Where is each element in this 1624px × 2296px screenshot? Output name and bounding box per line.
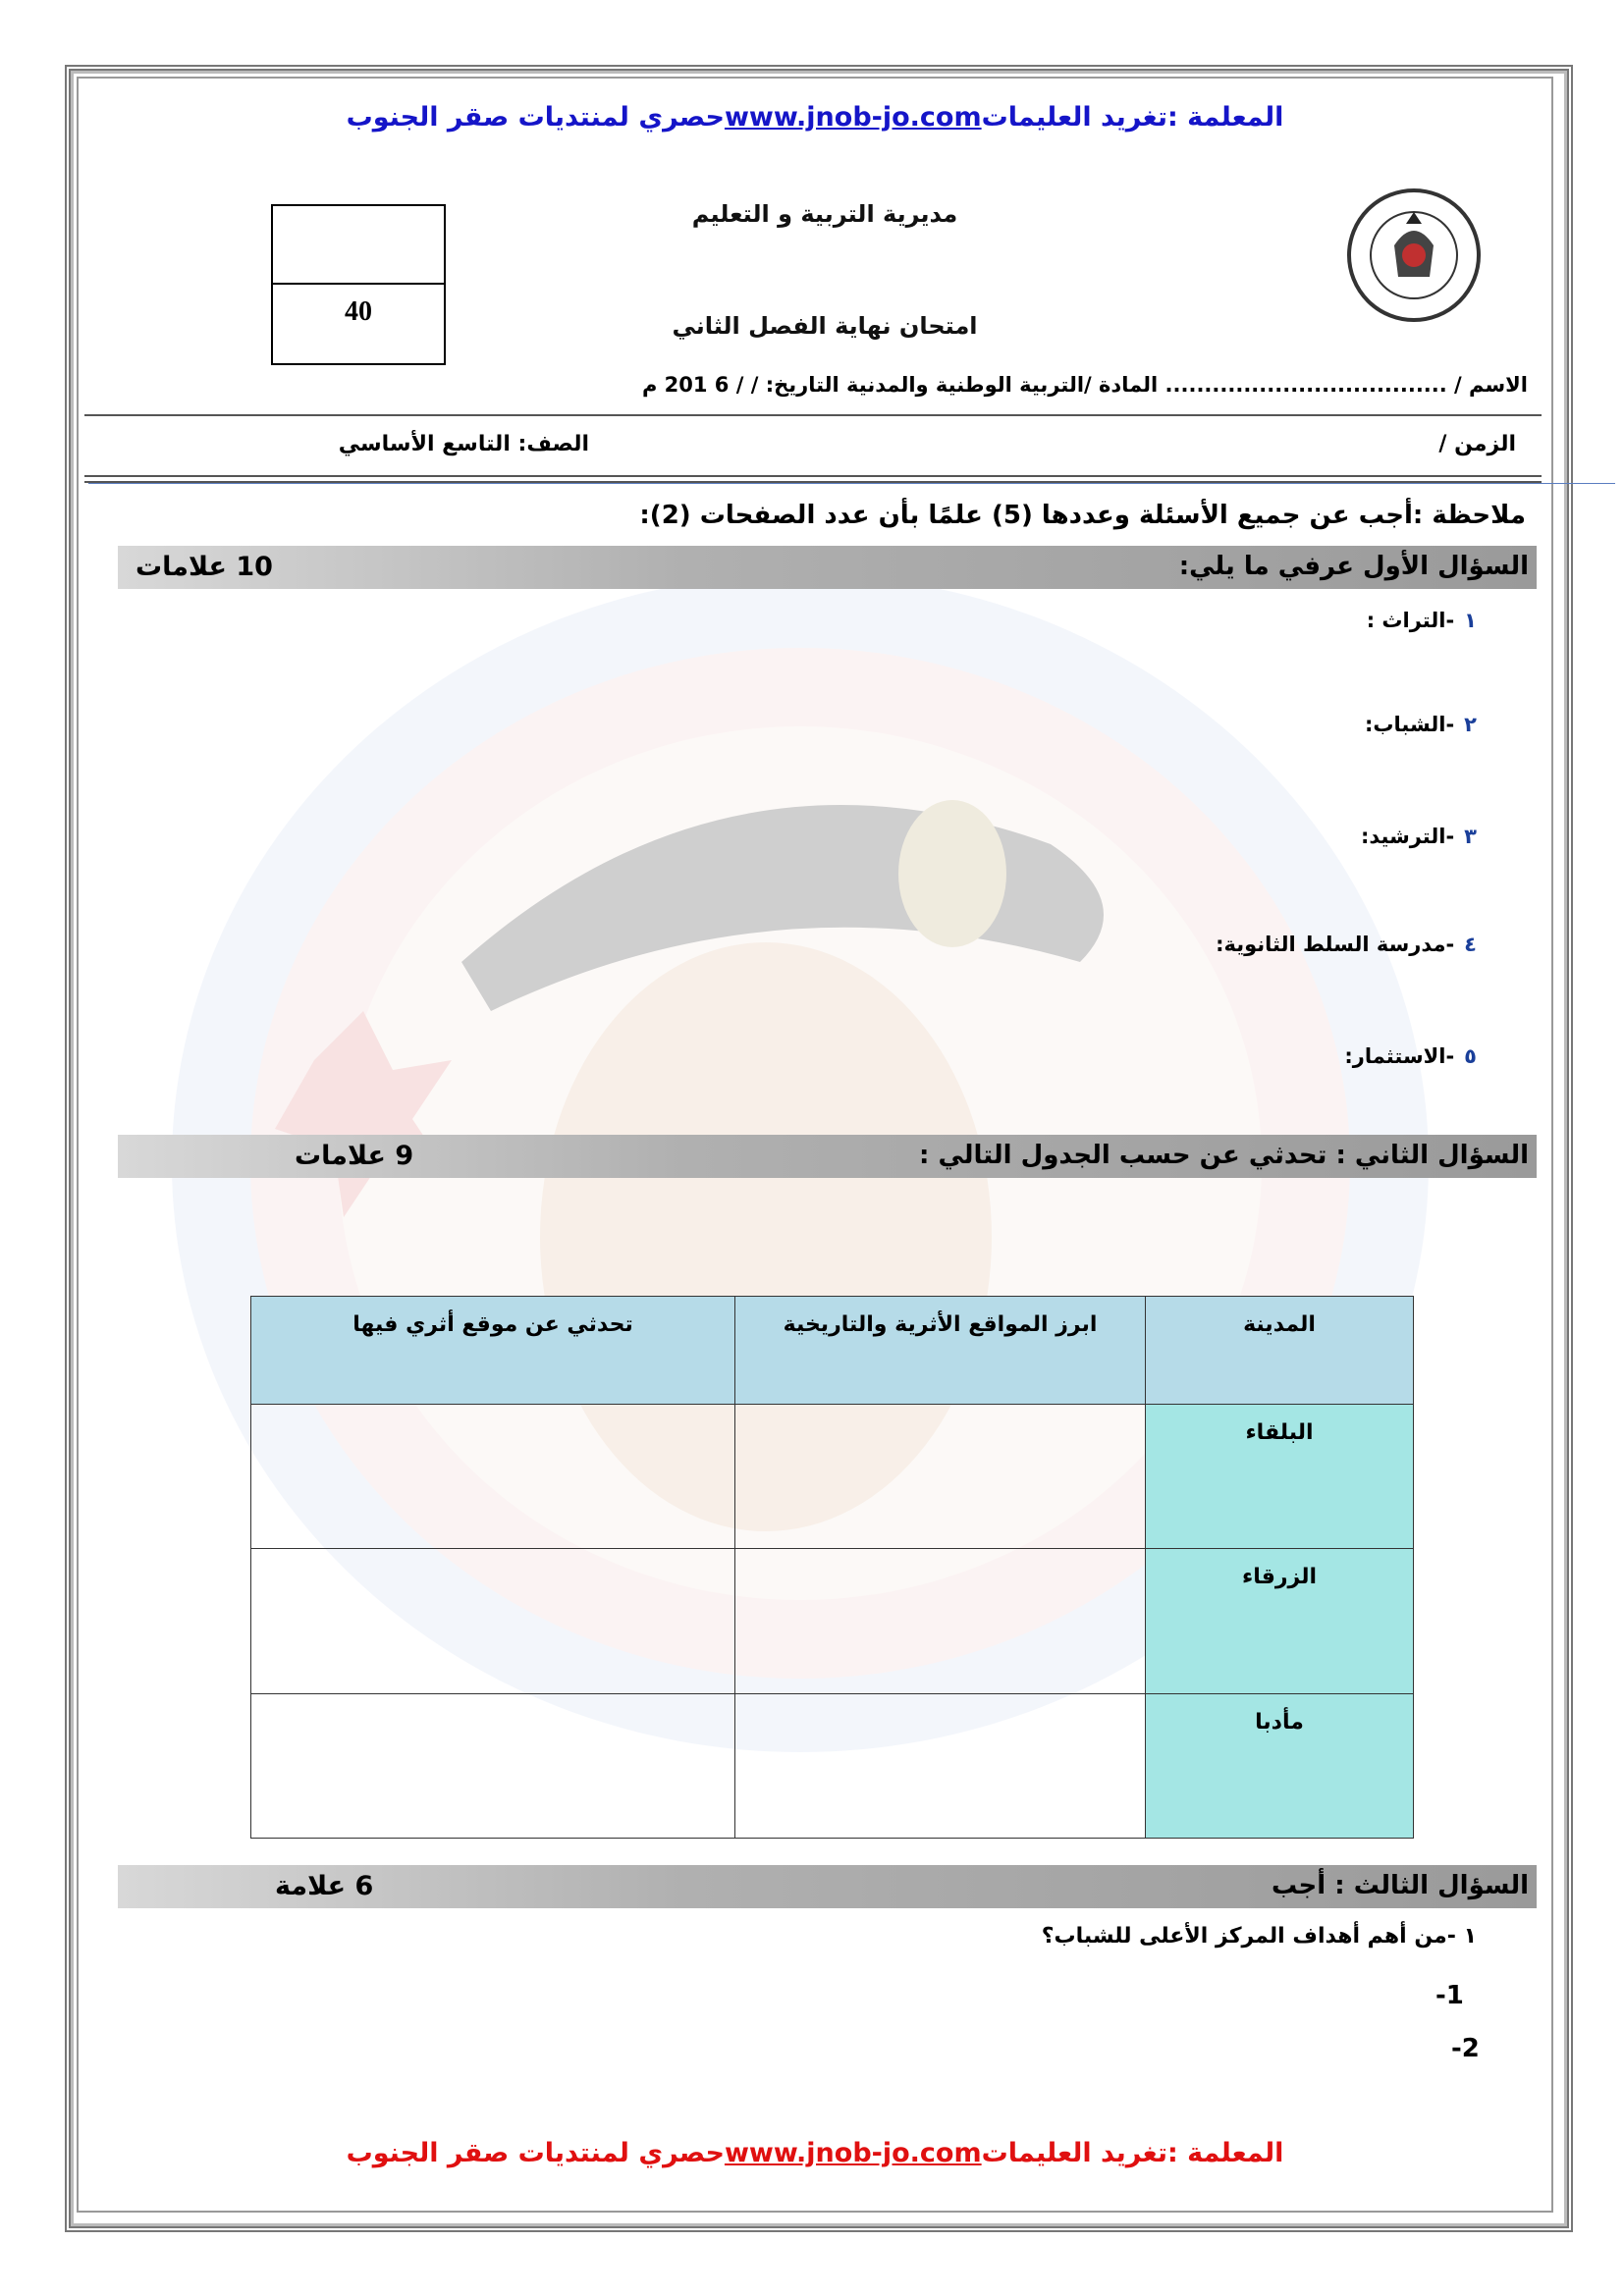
q3-question: ١ -من أهم أهداف المركز الأعلى للشباب؟	[1041, 1924, 1477, 1949]
header-rule-top	[84, 414, 1542, 416]
q3-answer-1[interactable]: 1-	[1435, 1981, 1464, 2010]
promo-prefix: المعلمة :تغريد العليمات	[981, 102, 1284, 133]
q3-answer-2[interactable]: 2-	[1451, 2034, 1480, 2063]
table-cell-describe-answer[interactable]	[251, 1549, 735, 1693]
exam-title: امتحان نهاية الفصل الثاني	[672, 312, 978, 340]
question-3-marks: 6 علامة	[275, 1871, 374, 1901]
q1-item-text: -الشباب:	[1365, 713, 1455, 736]
q1-item-number: ٤	[1464, 933, 1477, 956]
q1-item-number: ٢	[1464, 713, 1477, 736]
table-cell-city: الزرقاء	[1146, 1549, 1414, 1693]
table-header-city: المدينة	[1146, 1297, 1414, 1405]
table-cell-sites-answer[interactable]	[735, 1549, 1146, 1693]
table-row	[251, 1693, 1414, 1838]
question-3-title: السؤال الثالث : أجب	[1272, 1871, 1529, 1900]
exam-note: ملاحظة :أجب عن جميع الأسئلة وعددها (5) علمًا بأن عدد الصفحات (2):	[639, 501, 1526, 530]
question-2-marks: 9 علامات	[295, 1141, 414, 1171]
grade-label: الصف: التاسع الأساسي	[338, 432, 589, 456]
promo-line-bottom	[118, 2138, 1512, 2168]
question-1-bar	[118, 546, 1537, 589]
cities-table	[250, 1296, 1414, 1839]
table-cell-city: البلقاء	[1146, 1405, 1414, 1549]
question-2-bar	[118, 1135, 1537, 1178]
score-box	[271, 204, 446, 365]
table-cell-describe-answer[interactable]	[251, 1405, 735, 1549]
table-cell-describe-answer[interactable]	[251, 1693, 735, 1838]
table-cell-city: مأدبا	[1146, 1693, 1414, 1838]
q1-item-number: ١	[1464, 609, 1477, 632]
promo-link[interactable]: www.jnob-jo.com	[724, 102, 982, 133]
q1-item-number: ٣	[1464, 825, 1477, 848]
q1-item-text: -التراث :	[1366, 609, 1455, 632]
q1-item-number: ٥	[1464, 1044, 1477, 1068]
promo-prefix: المعلمة :تغريد العليمات	[981, 2138, 1284, 2168]
time-label: الزمن /	[1438, 432, 1516, 456]
score-box-divider	[273, 283, 444, 285]
q1-item-text: -الاستثمار:	[1344, 1044, 1455, 1068]
question-1-title: السؤال الأول عرفي ما يلي:	[1178, 552, 1529, 581]
q1-item-3	[1361, 825, 1477, 848]
blue-rule	[88, 483, 1615, 484]
table-cell-sites-answer[interactable]	[735, 1405, 1146, 1549]
table-header-row	[251, 1297, 1414, 1405]
promo-suffix: حصري لمنتديات صقر الجنوب	[346, 102, 725, 133]
table-row	[251, 1405, 1414, 1549]
directorate-title: مديرية التربية و التعليم	[691, 200, 958, 228]
promo-suffix: حصري لمنتديات صقر الجنوب	[346, 2138, 725, 2168]
question-2-title: السؤال الثاني : تحدثي عن حسب الجدول التالي :	[919, 1141, 1529, 1170]
q1-item-5	[1344, 1044, 1477, 1068]
promo-line-top	[118, 102, 1512, 133]
header-rule-bottom-1	[84, 475, 1542, 477]
score-total: 40	[345, 296, 372, 327]
question-3-bar	[118, 1865, 1537, 1908]
table-cell-sites-answer[interactable]	[735, 1693, 1146, 1838]
ministry-seal-icon	[1335, 187, 1492, 324]
question-1-marks: 10 علامات	[135, 552, 273, 582]
q1-item-4	[1216, 933, 1477, 956]
promo-link[interactable]: www.jnob-jo.com	[724, 2138, 982, 2168]
table-header-sites: ابرز المواقع الأثرية والتاريخية	[735, 1297, 1146, 1405]
q1-item-1	[1367, 609, 1477, 632]
q1-item-text: -الترشيد:	[1360, 825, 1455, 848]
table-row	[251, 1549, 1414, 1693]
q1-item-2	[1365, 713, 1477, 736]
name-subject-date-line: الاسم / .................................... المادة /التربية الوطنية والمدنية التاريخ: / / 6 201 م	[641, 373, 1528, 397]
q1-item-text: -مدرسة السلط الثانوية:	[1216, 933, 1455, 956]
table-header-describe: تحدثي عن موقع أثري فيها	[251, 1297, 735, 1405]
